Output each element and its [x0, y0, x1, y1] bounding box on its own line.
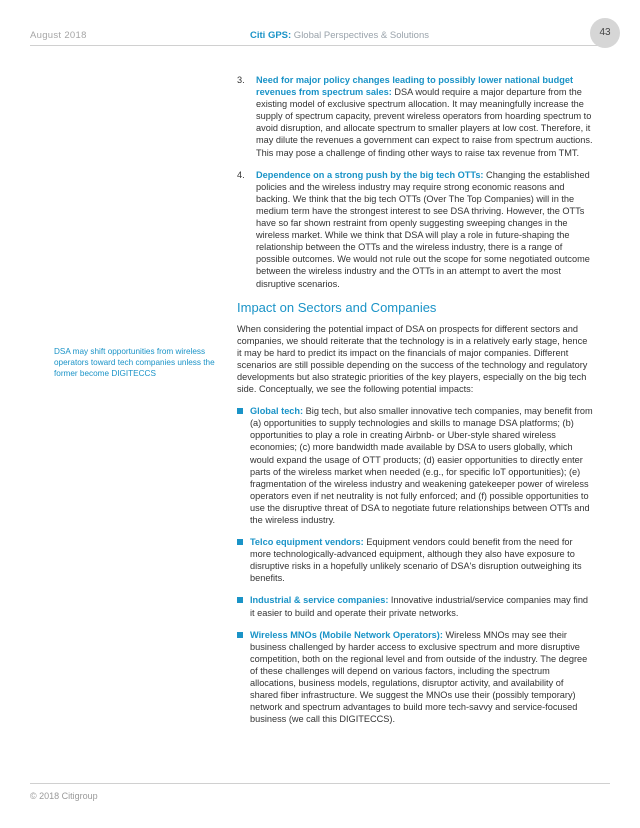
- bullet-item: [237, 405, 593, 526]
- bullet-square-icon: [237, 597, 243, 603]
- footer-divider: [30, 783, 610, 784]
- bullet-heading: Global tech:: [250, 406, 304, 417]
- margin-note: DSA may shift opportunities from wireless operators toward tech companies unless the former become DIGITECCS: [54, 347, 215, 379]
- bullet-text: Innovative industrial/service companies may find it easier to build and operate their private networks.: [250, 595, 589, 618]
- header-date: August 2018: [30, 30, 87, 41]
- bullet-heading: Wireless MNOs (Mobile Network Operators):: [250, 629, 443, 640]
- bullet-item: [237, 629, 593, 726]
- item-number: 3.: [237, 75, 245, 85]
- header-brand: Citi GPS:: [250, 30, 292, 41]
- bullet-heading: Industrial & service companies:: [250, 595, 389, 606]
- page-header: [0, 0, 640, 56]
- page-number: 43: [590, 18, 620, 48]
- item-heading: Dependence on a strong push by the big tech OTTs:: [256, 169, 484, 180]
- bullet-text: Wireless MNOs may see their business challenged by harder access to exclusive spectrum and more disruptive competition, both on the regional level and from outside of the industry. The degree of these challenges will depend on various factors, including the spectrum allocations, business models, regulations, disruptor activity, and availability of shared fiber infrastructure. We suggest the MNOs use their (possibly temporary) network and spectrum advantages to build more tech-savvy and service-focused business (we call this DIGITECCS).: [250, 629, 588, 725]
- header-divider: [30, 45, 610, 46]
- section-intro: When considering the potential impact of DSA on prospects for different sectors and companies, we should reiterate that the technology is in a relatively early stage, hence it may be hard to predict its impact on the financials of major companies. Different scenarios are still possible depending on the success of the technology and regulatory developments but also strategic priorities of the key players, especially on the big tech side. Conceptually, we see the following potential impacts:: [237, 323, 588, 395]
- footer-copyright: © 2018 Citigroup: [30, 791, 98, 801]
- bullet-text: Equipment vendors could benefit from the need for more technologically-advanced equipment, although they also have exposure to disruptive risks in a hopefully unlikely scenario of DSA's disruption outweighing its benefits.: [250, 537, 582, 584]
- header-publication: [250, 30, 429, 41]
- bullet-square-icon: [237, 632, 243, 638]
- item-heading: Need for major policy changes leading to possibly lower national budget revenues from spectrum sales:: [256, 75, 574, 98]
- bullet-item: [237, 536, 593, 584]
- item-number: 4.: [237, 169, 245, 180]
- main-content: [237, 74, 593, 735]
- section-title: Impact on Sectors and Companies: [237, 299, 437, 315]
- item-text: DSA would require a major departure from the existing model of exclusive spectrum allocation. It may meaningfully increase the supply of spectrum capacity, prevent wireless operators from hoarding spectrum to avoid disruption, and allocate spectrum to smaller players at low cost. Therefore, it may dilute the revenues a government can expect to raise from spectrum auctions. This may pose a challenge of finding other ways to raise tax revenue from TMT.: [256, 87, 593, 158]
- bullet-text: Big tech, but also smaller innovative tech companies, may benefit from (a) opportunities to supply technologies and skills to manage DSA platforms; (b) opportunities to play a role in creating Airbnb- or Uber-style shared wireless economies; (c) more bandwidth made available by DSA to users globally, which would expand the usage of OTT products; (d) easier opportunities to directly enter parts of the wireless market when needed (e.g., for specific IoT opportunities); (e) fragmentation of the wireless industry and weakening gatekeeper power of wireless operators even if net neutrality is not fully enforced; and (f) possible opportunities to use the disruptive threat of DSA to negotiate future relationships between OTTs and the wireless industry.: [250, 406, 593, 525]
- header-publication-title: Global Perspectives & Solutions: [291, 30, 429, 41]
- numbered-item: [237, 74, 593, 159]
- bullet-heading: Telco equipment vendors:: [250, 537, 364, 548]
- bullet-item: [237, 594, 593, 618]
- numbered-item: [237, 169, 593, 290]
- bullet-square-icon: [237, 539, 243, 545]
- bullet-square-icon: [237, 408, 243, 414]
- item-text: Changing the established policies and the wireless industry may require strong economic reasons and backing. We think that the big tech OTTs (Over The Top Companies) will in the medium term have the strongest interest to see DSA thriving. However, the OTTs have so far shown restraint from openly suggesting sweeping changes in the wireless market. While we think that DSA will play a role in future-shaping the relationship between the OTTs and the wireless industry, there is a range of possible outcomes. We would not rule out the scope for some negotiated outcome between the wireless industry and the OTTs in an attempt to avert the most disruptive scenarios.: [256, 169, 590, 289]
